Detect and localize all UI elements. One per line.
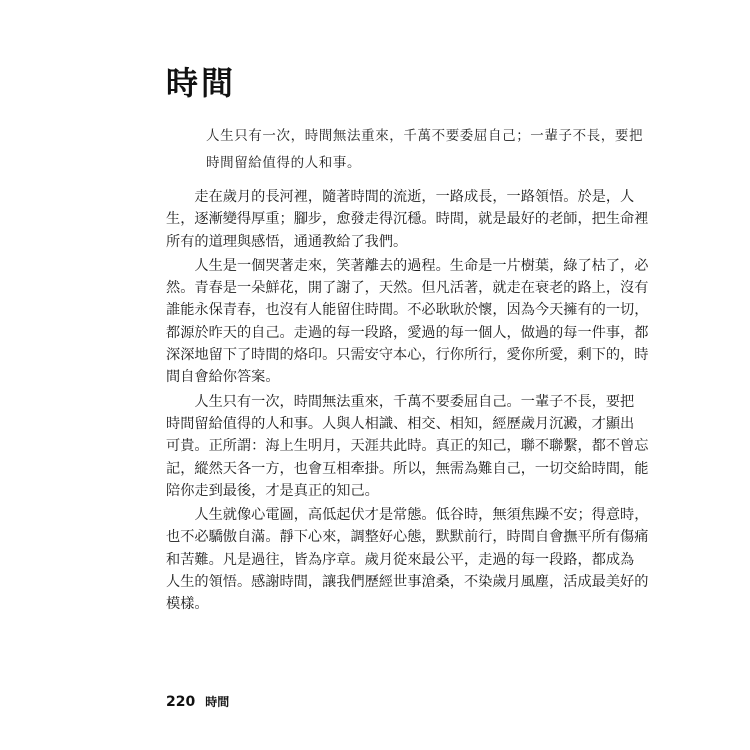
text-line: 模樣。 [166, 596, 209, 613]
running-title: 時間 [205, 695, 230, 709]
text-line: 人生就像心電圖，高低起伏才是常態。低谷時，無須焦躁不安；得意時， [166, 507, 649, 524]
text-line: 生，逐漸變得厚重；腳步，愈發走得沉穩。時間，就是最好的老師，把生命裡 [166, 211, 649, 228]
paragraph [166, 504, 649, 615]
text-line: 都源於昨天的自己。走過的每一段路，愛過的每一個人，做過的每一件事，都 [166, 324, 649, 341]
body-text [166, 186, 649, 618]
page-number: 220 [166, 694, 196, 710]
epigraph-line: 時間留給值得的人和事。 [206, 155, 362, 171]
paragraph [166, 391, 649, 502]
text-line: 人生是一個哭著走來，笑著離去的過程。生命是一片樹葉，綠了枯了，必 [166, 257, 649, 274]
text-line: 記，縱然天各一方，也會互相牽掛。所以，無需為難自己，一切交給時間，能 [166, 460, 649, 477]
paragraph [166, 255, 649, 389]
text-line: 人生只有一次，時間無法重來，千萬不要委屈自己。一輩子不長，要把 [166, 393, 635, 410]
page-footer [166, 693, 229, 710]
text-line: 人生的領悟。感謝時間，讓我們歷經世事滄桑，不染歲月風塵，活成最美好的 [166, 574, 649, 591]
text-line: 誰能永保青春，也沒有人能留住時間。不必耿耿於懷，因為今天擁有的一切， [166, 302, 649, 319]
text-line: 然。青春是一朵鮮花，開了謝了，天然。但凡活著，就走在衰老的路上，沒有 [166, 280, 649, 297]
text-line: 間自會給你答案。 [166, 369, 280, 386]
text-line: 深深地留下了時間的烙印。只需安守本心，行你所行，愛你所愛，剩下的，時 [166, 347, 649, 364]
text-line: 所有的道理與感悟，通通教給了我們。 [166, 233, 408, 250]
text-line: 陪你走到最後，才是真正的知己。 [166, 482, 379, 499]
text-line: 走在歲月的長河裡，隨著時間的流逝，一路成長，一路領悟。於是，人 [166, 189, 635, 205]
epigraph [206, 123, 644, 177]
text-line: 時間留給值得的人和事。人與人相識、相交、相知，經歷歲月沉澱，才顯出 [166, 415, 635, 432]
epigraph-line: 人生只有一次，時間無法重來，千萬不要委屈自己；一輩子不長，要把 [206, 128, 644, 144]
chapter-title: 時間 [166, 64, 237, 102]
text-line: 可貴。正所謂：海上生明月，天涯共此時。真正的知己，聯不聯繫，都不曾忘 [166, 438, 649, 455]
text-line: 和苦難。凡是過往，皆為序章。歲月從來最公平，走過的每一段路，都成為 [166, 551, 635, 568]
paragraph [166, 186, 649, 253]
text-line: 也不必驕傲自滿。靜下心來，調整好心態，默默前行，時間自會撫平所有傷痛 [166, 529, 649, 546]
